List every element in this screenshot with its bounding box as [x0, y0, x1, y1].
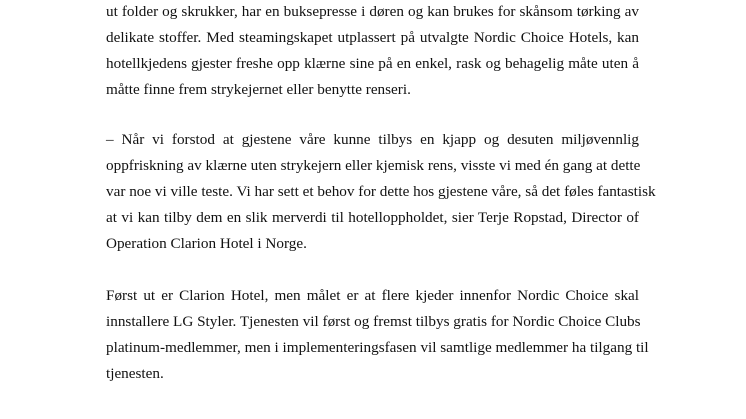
paragraph-lg-styler-description — [106, 0, 639, 103]
text-line: Først ut er Clarion Hotel, men målet er at flere kjeder innenfor Nordic Choice skal — [106, 287, 639, 304]
text-line: at vi kan tilby dem en slik merverdi til hotelloppholdet, sier Terje Ropstad, Director of — [106, 209, 639, 226]
text-line: tjenesten. — [106, 365, 164, 382]
text-line: innstallere LG Styler. Tjenesten vil først og fremst tilbys gratis for Nordic Choice Clubs — [106, 313, 641, 330]
text-line: Operation Clarion Hotel i Norge. — [106, 235, 307, 252]
text-line: var noe vi ville teste. Vi har sett et behov for dette hos gjestene våre, så det føles fantastisk — [106, 183, 656, 200]
text-line: ut folder og skrukker, har en buksepresse i døren og kan brukes for skånsom tørking av — [106, 3, 639, 20]
text-line: hotellkjedens gjester freshe opp klærne sine på en enkel, rask og behagelig måte uten å — [106, 55, 639, 72]
text-line: – Når vi forstod at gjestene våre kunne tilbys en kjapp og desuten miljøvennlig — [106, 131, 639, 148]
text-line: oppfriskning av klærne uten strykejern eller kjemisk rens, visste vi med én gang at dette — [106, 157, 641, 174]
paragraph-quote-terje-ropstad — [106, 127, 656, 257]
text-line: måtte finne frem strykejernet eller benytte renseri. — [106, 81, 411, 98]
text-line: platinum-medlemmer, men i implementeringsfasen vil samtlige medlemmer ha tilgang til — [106, 339, 649, 356]
text-line: delikate stoffer. Med steamingskapet utplassert på utvalgte Nordic Choice Hotels, kan — [106, 29, 639, 46]
paragraph-rollout-plan — [106, 283, 649, 387]
